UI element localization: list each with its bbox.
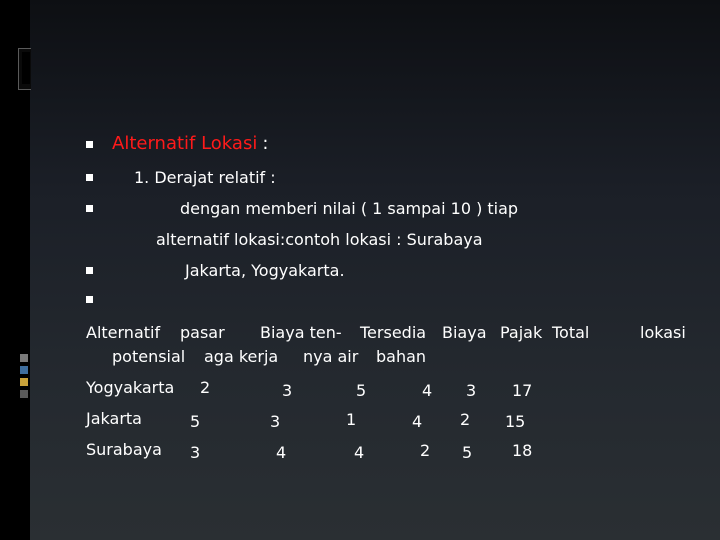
deco-square-1	[20, 354, 28, 362]
row-value: 4	[412, 412, 423, 431]
header-total: Total	[552, 323, 590, 342]
header-aga-kerja: aga kerja	[204, 347, 279, 366]
row-name: Yogyakarta	[86, 378, 175, 397]
deco-square-2	[20, 366, 28, 374]
row-value: 5	[190, 412, 201, 431]
header-potensial: potensial	[112, 347, 186, 366]
bullet-icon	[86, 267, 93, 274]
row-value: 2	[420, 441, 431, 460]
row-total: 17	[512, 381, 533, 400]
bullet-icon	[86, 296, 93, 303]
row-total: 18	[512, 441, 533, 460]
bullet-icon	[86, 141, 93, 148]
header-alternatif: Alternatif	[86, 323, 161, 342]
line-derajat: 1. Derajat relatif :	[134, 168, 276, 187]
row-value: 3	[466, 381, 477, 400]
row-value: 3	[282, 381, 293, 400]
row-value: 3	[270, 412, 281, 431]
row-total: 15	[505, 412, 526, 431]
row-value: 3	[190, 443, 201, 462]
corner-bracket-inner	[22, 52, 30, 84]
header-nya-air: nya air	[303, 347, 359, 366]
deco-square-4	[20, 390, 28, 398]
line-nilai: dengan memberi nilai ( 1 sampai 10 ) tiap	[180, 199, 519, 218]
row-value: 2	[200, 378, 211, 397]
header-biaya-tenaga: Biaya ten-	[260, 323, 342, 342]
bullet-icon	[86, 174, 93, 181]
header-lokasi: lokasi	[640, 323, 686, 342]
header-pasar: pasar	[180, 323, 225, 342]
header-tersedia: Tersedia	[360, 323, 427, 342]
row-value: 2	[460, 410, 471, 429]
heading-title: Alternatif Lokasi	[112, 133, 258, 154]
header-bahan: bahan	[376, 347, 427, 366]
row-value: 4	[276, 443, 287, 462]
row-value: 5	[356, 381, 367, 400]
row-value: 4	[422, 381, 433, 400]
header-pajak: Pajak	[500, 323, 543, 342]
heading-colon: :	[262, 133, 269, 154]
line-kota: Jakarta, Yogyakarta.	[185, 261, 345, 280]
bullet-icon	[86, 205, 93, 212]
heading	[112, 134, 269, 154]
row-value: 4	[354, 443, 365, 462]
row-name: Surabaya	[86, 440, 162, 459]
deco-square-3	[20, 378, 28, 386]
row-name: Jakarta	[86, 409, 142, 428]
row-value: 5	[462, 443, 473, 462]
row-value: 1	[346, 410, 357, 429]
header-biaya: Biaya	[442, 323, 487, 342]
line-contoh: alternatif lokasi:contoh lokasi : Surabaya	[156, 230, 483, 249]
